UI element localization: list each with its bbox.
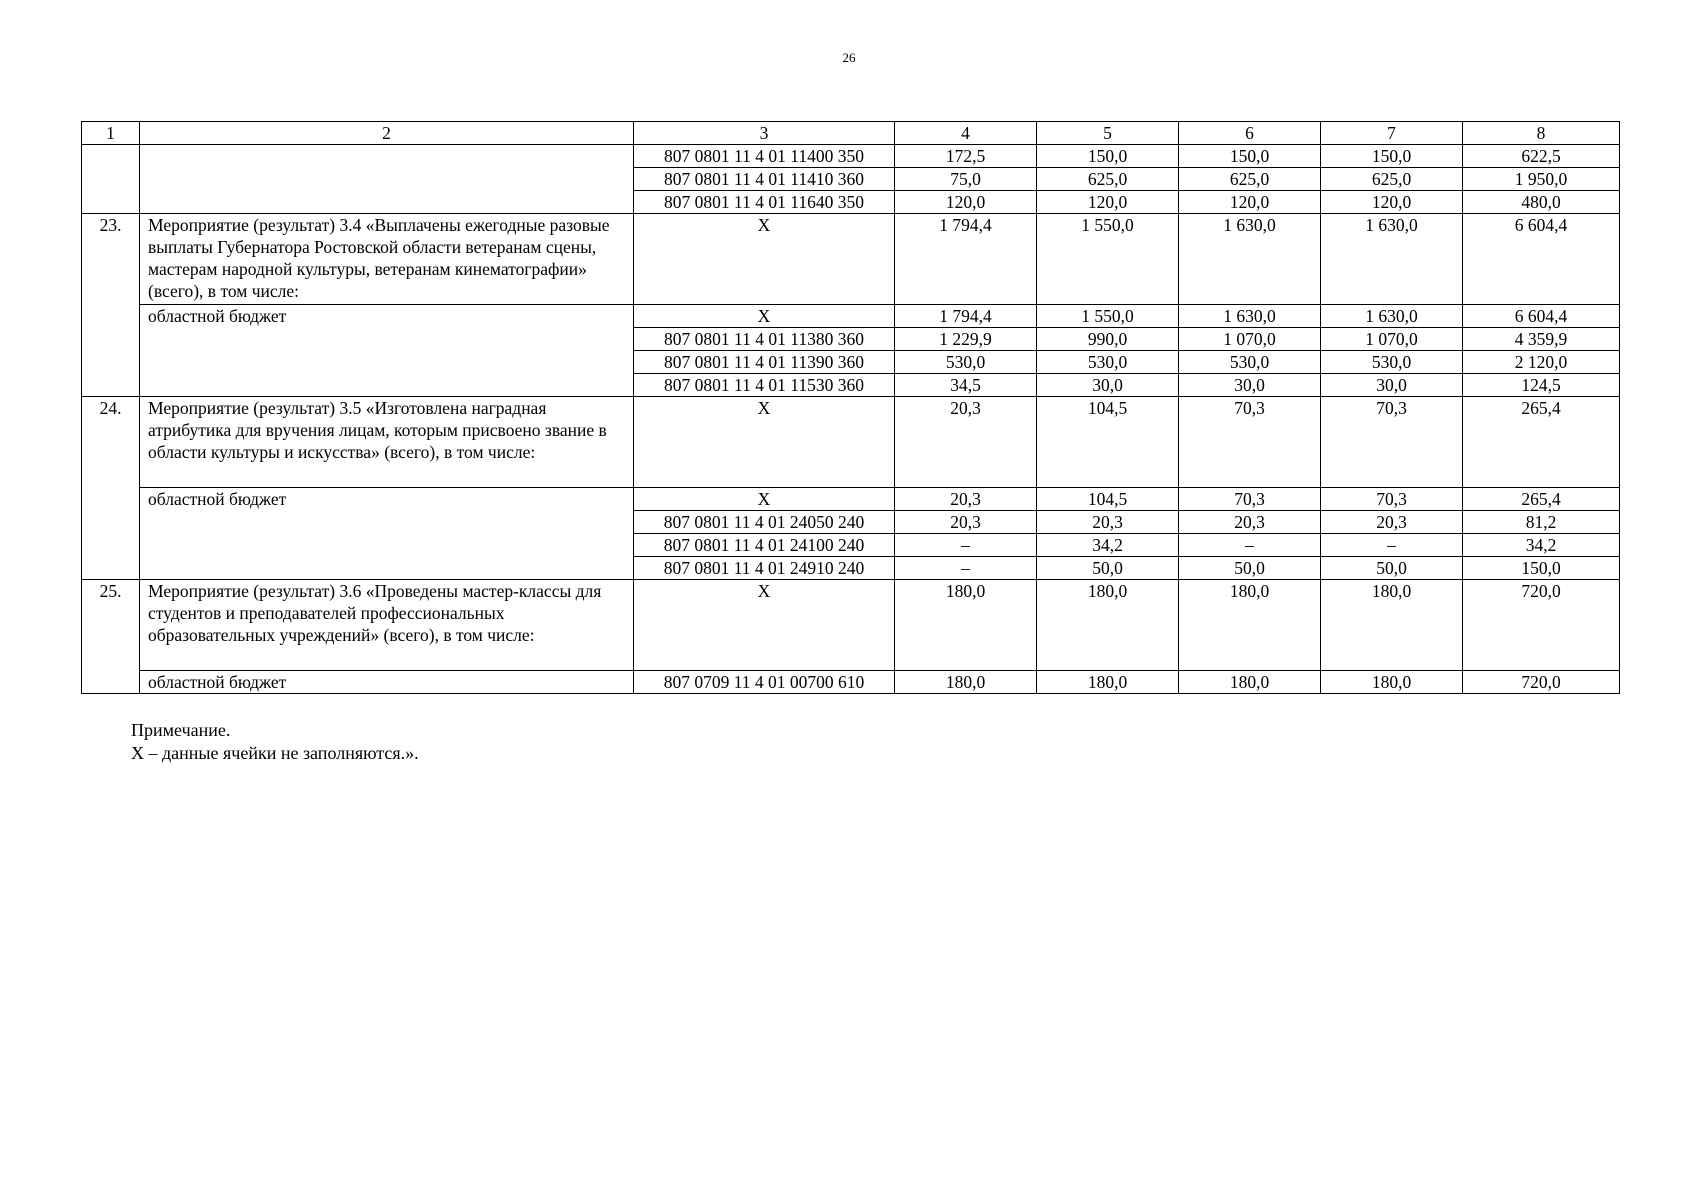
column-number-row: [82, 122, 1620, 145]
value-cell: 50,0: [1037, 557, 1179, 580]
value-cell: 530,0: [1321, 351, 1463, 374]
value-cell: 1 550,0: [1037, 214, 1179, 305]
value-cell: 104,5: [1037, 397, 1179, 488]
value-cell: 1 070,0: [1321, 328, 1463, 351]
column-number-cell: 8: [1463, 122, 1620, 145]
measure-name: Мероприятие (результат) 3.4 «Выплачены ежегодные разовые выплаты Губернатора Ростовской области ветеранам сцены, мастерам народной культуры, ветеранам кинематографии» (всего), в том числе:: [140, 214, 634, 305]
funding-source-label: областной бюджет: [140, 488, 634, 580]
value-cell: 150,0: [1179, 145, 1321, 168]
funding-source-label: областной бюджет: [140, 305, 634, 397]
value-cell: 150,0: [1037, 145, 1179, 168]
value-cell: 50,0: [1179, 557, 1321, 580]
budget-code: 807 0801 11 4 01 24100 240: [634, 534, 895, 557]
table-row: [82, 397, 1620, 488]
value-cell: 70,3: [1179, 397, 1321, 488]
budget-code: Х: [634, 214, 895, 305]
value-cell: 172,5: [895, 145, 1037, 168]
table-row: [82, 145, 1620, 168]
budget-code: 807 0801 11 4 01 24050 240: [634, 511, 895, 534]
value-cell: 120,0: [1037, 191, 1179, 214]
page-number: 26: [842, 50, 856, 65]
total-cell: 150,0: [1463, 557, 1620, 580]
value-cell: 530,0: [1179, 351, 1321, 374]
value-cell: 70,3: [1321, 488, 1463, 511]
value-cell: 180,0: [1037, 580, 1179, 671]
budget-code: 807 0801 11 4 01 24910 240: [634, 557, 895, 580]
column-number-cell: 3: [634, 122, 895, 145]
total-cell: 720,0: [1463, 671, 1620, 694]
column-number-cell: 1: [82, 122, 140, 145]
budget-table: [81, 121, 1620, 694]
row-index: 23.: [82, 214, 140, 397]
total-cell: 34,2: [1463, 534, 1620, 557]
row-index: 24.: [82, 397, 140, 580]
budget-code: 807 0801 11 4 01 11530 360: [634, 374, 895, 397]
table-row: [82, 488, 1620, 511]
total-cell: 6 604,4: [1463, 214, 1620, 305]
budget-code: Х: [634, 488, 895, 511]
budget-code: 807 0801 11 4 01 11410 360: [634, 168, 895, 191]
value-cell: 990,0: [1037, 328, 1179, 351]
total-cell: 4 359,9: [1463, 328, 1620, 351]
value-cell: 20,3: [895, 488, 1037, 511]
table-row: [82, 214, 1620, 305]
footnote-text: Х – данные ячейки не заполняются.».: [131, 743, 419, 763]
table-row: [82, 580, 1620, 671]
total-cell: 265,4: [1463, 488, 1620, 511]
total-cell: 265,4: [1463, 397, 1620, 488]
value-cell: 180,0: [1179, 671, 1321, 694]
total-cell: 720,0: [1463, 580, 1620, 671]
value-cell: 1 630,0: [1321, 305, 1463, 328]
value-cell: 1 630,0: [1321, 214, 1463, 305]
column-number-cell: 6: [1179, 122, 1321, 145]
column-number-cell: 2: [140, 122, 634, 145]
value-cell: 625,0: [1321, 168, 1463, 191]
value-cell: 180,0: [895, 671, 1037, 694]
column-number-cell: 5: [1037, 122, 1179, 145]
value-cell: –: [1321, 534, 1463, 557]
value-cell: 180,0: [1321, 580, 1463, 671]
value-cell: 34,2: [1037, 534, 1179, 557]
value-cell: 530,0: [895, 351, 1037, 374]
value-cell: 625,0: [1179, 168, 1321, 191]
value-cell: 30,0: [1321, 374, 1463, 397]
value-cell: 1 794,4: [895, 305, 1037, 328]
value-cell: –: [895, 534, 1037, 557]
column-number-cell: 7: [1321, 122, 1463, 145]
value-cell: 20,3: [1179, 511, 1321, 534]
value-cell: 150,0: [1321, 145, 1463, 168]
value-cell: 20,3: [1321, 511, 1463, 534]
value-cell: 1 550,0: [1037, 305, 1179, 328]
value-cell: 20,3: [1037, 511, 1179, 534]
total-cell: 6 604,4: [1463, 305, 1620, 328]
budget-code: 807 0709 11 4 01 00700 610: [634, 671, 895, 694]
value-cell: 1 630,0: [1179, 305, 1321, 328]
value-cell: 180,0: [1321, 671, 1463, 694]
empty-index-cell: [82, 145, 140, 214]
total-cell: 81,2: [1463, 511, 1620, 534]
value-cell: 625,0: [1037, 168, 1179, 191]
total-cell: 622,5: [1463, 145, 1620, 168]
value-cell: 120,0: [1321, 191, 1463, 214]
value-cell: 530,0: [1037, 351, 1179, 374]
total-cell: 2 120,0: [1463, 351, 1620, 374]
value-cell: 20,3: [895, 511, 1037, 534]
footnote-title: Примечание.: [131, 720, 231, 740]
value-cell: 120,0: [895, 191, 1037, 214]
value-cell: 70,3: [1179, 488, 1321, 511]
table-row: [82, 671, 1620, 694]
value-cell: 180,0: [895, 580, 1037, 671]
budget-code: Х: [634, 305, 895, 328]
value-cell: 75,0: [895, 168, 1037, 191]
value-cell: 50,0: [1321, 557, 1463, 580]
row-index: 25.: [82, 580, 140, 694]
budget-code: Х: [634, 580, 895, 671]
total-cell: 124,5: [1463, 374, 1620, 397]
total-cell: 1 950,0: [1463, 168, 1620, 191]
value-cell: 180,0: [1037, 671, 1179, 694]
value-cell: –: [1179, 534, 1321, 557]
column-number-cell: 4: [895, 122, 1037, 145]
empty-name-cell: [140, 145, 634, 214]
value-cell: –: [895, 557, 1037, 580]
budget-code: 807 0801 11 4 01 11390 360: [634, 351, 895, 374]
value-cell: 104,5: [1037, 488, 1179, 511]
footnote: [131, 719, 419, 765]
value-cell: 1 229,9: [895, 328, 1037, 351]
budget-code: 807 0801 11 4 01 11640 350: [634, 191, 895, 214]
budget-code: 807 0801 11 4 01 11400 350: [634, 145, 895, 168]
value-cell: 1 070,0: [1179, 328, 1321, 351]
value-cell: 30,0: [1179, 374, 1321, 397]
budget-code: 807 0801 11 4 01 11380 360: [634, 328, 895, 351]
value-cell: 20,3: [895, 397, 1037, 488]
total-cell: 480,0: [1463, 191, 1620, 214]
measure-name: Мероприятие (результат) 3.5 «Изготовлена наградная атрибутика для вручения лицам, которым присвоено звание в области культуры и искусства» (всего), в том числе:: [140, 397, 634, 488]
budget-code: Х: [634, 397, 895, 488]
value-cell: 1 630,0: [1179, 214, 1321, 305]
table-row: [82, 305, 1620, 328]
value-cell: 70,3: [1321, 397, 1463, 488]
value-cell: 34,5: [895, 374, 1037, 397]
funding-source-label: областной бюджет: [140, 671, 634, 694]
measure-name: Мероприятие (результат) 3.6 «Проведены мастер-классы для студентов и преподавателей профессиональных образовательных учреждений» (всего), в том числе:: [140, 580, 634, 671]
value-cell: 30,0: [1037, 374, 1179, 397]
value-cell: 120,0: [1179, 191, 1321, 214]
value-cell: 180,0: [1179, 580, 1321, 671]
value-cell: 1 794,4: [895, 214, 1037, 305]
